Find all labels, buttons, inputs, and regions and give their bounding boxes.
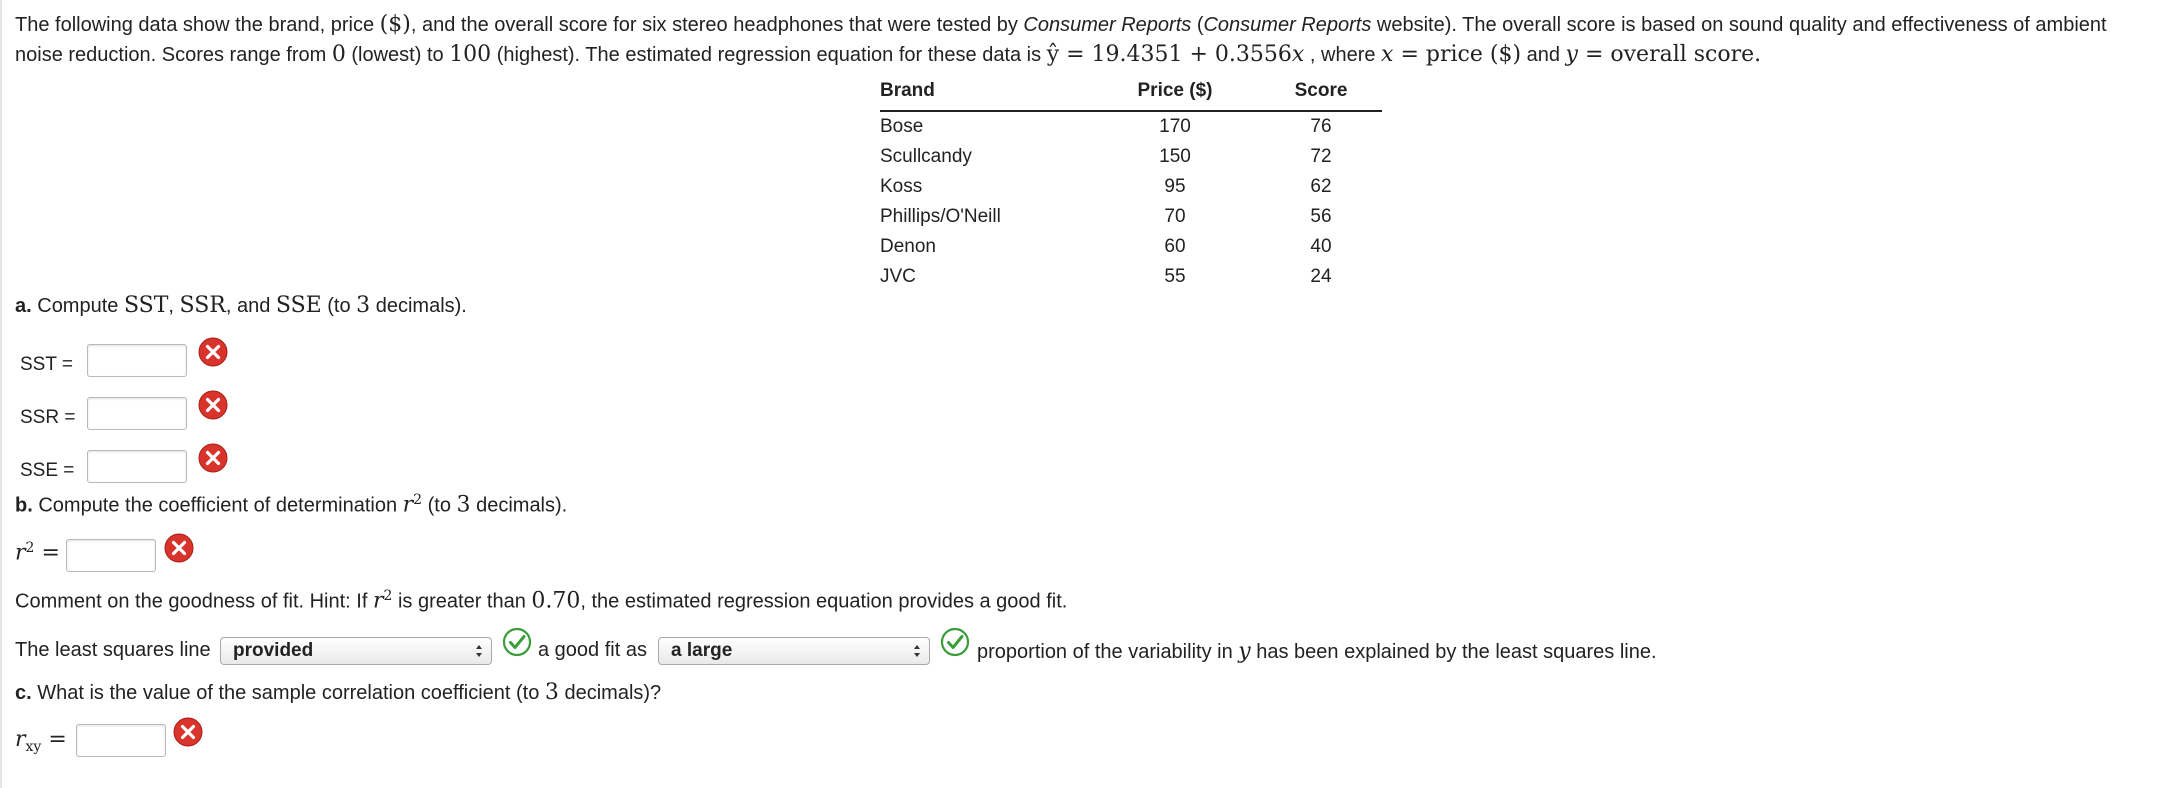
price-cell: 70 (1164, 206, 1186, 227)
rxy-label (15, 727, 67, 755)
exponent: 2 (25, 540, 35, 556)
intro-text: , and the overall score for six stereo headphones that were tested by (410, 14, 1024, 36)
score-cell: 72 (1310, 146, 1332, 167)
incorrect-x-icon (198, 443, 228, 473)
table-row (880, 111, 1382, 142)
y-variable: y (1238, 639, 1251, 664)
sse-label: SSE = (20, 460, 75, 481)
select-value: provided (233, 640, 314, 661)
sst-term: SST (123, 293, 169, 318)
part-b-title (15, 492, 567, 518)
brand-cell: Bose (880, 116, 924, 137)
incorrect-x-icon (198, 337, 228, 367)
r-symbol: r (15, 540, 26, 566)
brand-cell: Scullcandy (880, 146, 972, 167)
correct-check-icon (502, 627, 532, 657)
fit-sentence-text: proportion of the variability in (977, 641, 1239, 663)
intro-text: . (1754, 42, 1762, 67)
x-definition: = price ($) (1393, 42, 1522, 67)
decimals-count: 3 (356, 293, 371, 318)
table-row (880, 172, 1382, 202)
intro-text: , where (1304, 44, 1382, 66)
table-row (880, 142, 1382, 172)
fit-sentence-text: has been explained by the least squares line. (1250, 641, 1657, 663)
decimals-count: 3 (456, 492, 471, 518)
part-b-letter: b. (15, 494, 33, 517)
decimals-count: 3 (544, 680, 559, 705)
part-a-text: decimals). (370, 295, 467, 317)
part-c-letter: c. (15, 682, 32, 704)
r-squared-label (15, 540, 60, 566)
table-header-row (880, 80, 1382, 111)
intro-text: (lowest) to (345, 44, 450, 66)
intro-text: The following data show the brand, price (15, 14, 380, 36)
intro-text: (highest). The estimated regression equation for these data is (491, 44, 1047, 66)
source-name: Consumer Reports (1203, 14, 1372, 36)
select-arrows-icon (475, 643, 483, 659)
table-row (880, 232, 1382, 262)
problem-statement (15, 10, 2175, 70)
score-cell: 24 (1310, 266, 1332, 287)
intro-dollar: ($) (379, 12, 411, 37)
exponent: 2 (383, 588, 393, 604)
incorrect-x-icon (173, 717, 203, 747)
column-header-brand: Brand (880, 80, 1090, 111)
price-cell: 150 (1159, 146, 1191, 167)
part-b-text: decimals). (470, 494, 568, 517)
sse-input[interactable] (87, 450, 187, 483)
price-cell: 60 (1164, 236, 1186, 257)
fit-sentence-end (977, 639, 1657, 664)
sst-label: SST = (20, 354, 73, 375)
ssr-term: SSR (179, 293, 226, 318)
comment-hint (15, 588, 1067, 614)
correlation-input[interactable] (76, 724, 166, 757)
ssr-input[interactable] (87, 397, 187, 430)
brand-cell: Phillips/O'Neill (880, 206, 1001, 227)
score-min: 0 (331, 42, 346, 67)
x-variable: x (1381, 42, 1394, 67)
incorrect-x-icon (164, 533, 194, 563)
brand-cell: JVC (880, 266, 916, 287)
comment-text: Comment on the goodness of fit. Hint: If (15, 590, 373, 613)
column-header-price: Price ($) (1090, 80, 1260, 111)
fit-sentence-start: The least squares line (15, 639, 211, 661)
table-row (880, 202, 1382, 232)
price-cell: 55 (1164, 266, 1186, 287)
y-definition: = overall score (1577, 42, 1755, 67)
subscript: xy (25, 739, 42, 755)
part-c-text: What is the value of the sample correlation coefficient (to (31, 682, 545, 704)
r-squared-term: r (402, 492, 414, 518)
select-value: a large (671, 640, 733, 661)
sse-term: SSE (275, 293, 322, 318)
table-row (880, 262, 1382, 292)
price-cell: 170 (1159, 116, 1191, 137)
source-name: Consumer Reports (1023, 14, 1192, 36)
proportion-select[interactable] (658, 637, 930, 665)
sst-input[interactable] (87, 344, 187, 377)
part-a-letter: a. (15, 295, 32, 317)
incorrect-x-icon (198, 390, 228, 420)
fit-provided-select[interactable] (220, 637, 492, 665)
equation-variable: x (1291, 42, 1305, 67)
part-c-text: decimals)? (558, 682, 662, 704)
part-a-text: , (168, 295, 180, 317)
r-squared-input[interactable] (66, 539, 156, 572)
column-header-score: Score (1260, 80, 1382, 111)
regression-equation: ŷ = 19.4351 + 0.3556 (1046, 42, 1292, 67)
brand-cell: Denon (880, 236, 936, 257)
part-c-title (15, 680, 661, 705)
r-symbol: r (15, 727, 26, 752)
fit-sentence-middle: a good fit as (538, 639, 647, 661)
intro-text: and (1521, 44, 1566, 66)
correct-check-icon (940, 627, 970, 657)
select-arrows-icon (913, 643, 921, 659)
intro-text: ( (1191, 14, 1204, 36)
ssr-label: SSR = (20, 407, 76, 428)
score-cell: 62 (1310, 176, 1332, 197)
equals-sign: = (34, 540, 60, 566)
threshold-value: 0.70 (531, 588, 581, 614)
part-a-title (15, 293, 467, 318)
part-a-text: (to (321, 295, 357, 317)
data-table (880, 80, 1382, 292)
comment-text: is greater than (392, 590, 532, 613)
r-symbol: r (372, 588, 384, 614)
score-max: 100 (449, 42, 492, 67)
intro-text: noise reduction. Scores range from (15, 44, 332, 66)
part-a-text: Compute (31, 295, 124, 317)
brand-cell: Koss (880, 176, 923, 197)
part-b-text: (to (422, 494, 457, 517)
score-cell: 56 (1310, 206, 1332, 227)
equals-sign: = (41, 727, 67, 752)
comment-text: , the estimated regression equation provides a good fit. (580, 590, 1068, 613)
price-cell: 95 (1164, 176, 1186, 197)
part-a-text: , and (225, 295, 276, 317)
score-cell: 40 (1310, 236, 1332, 257)
exponent: 2 (413, 492, 423, 508)
part-b-text: Compute the coefficient of determination (32, 494, 403, 517)
intro-text: website). The overall score is based on sound quality and effectiveness of ambient (1371, 14, 2107, 36)
score-cell: 76 (1310, 116, 1332, 137)
y-variable: y (1565, 42, 1578, 67)
